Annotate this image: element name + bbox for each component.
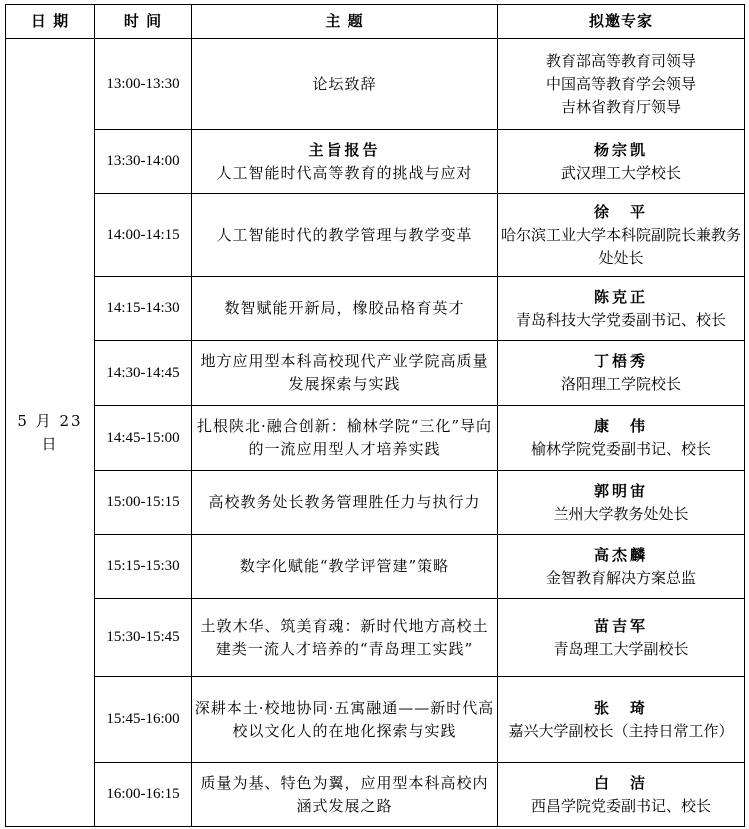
table-row [6, 763, 745, 827]
expert-cell [498, 677, 745, 763]
topic-cell: 数智赋能开新局，橡胶品格育英才 [192, 277, 498, 341]
expert-role: 青岛理工大学副校长 [553, 639, 689, 658]
expert-line: 吉林省教育厅领导 [560, 97, 681, 116]
expert-role: 榆林学院党委副书记、校长 [530, 440, 711, 458]
topic-cell: 质量为基、特色为翼，应用型本科高校内涵式发展之路 [192, 763, 498, 827]
time-cell: 16:00-16:15 [95, 763, 192, 827]
header-date: 日 期 [6, 5, 95, 39]
topic-cell: 深耕本土·校地协同·五寓融通——新时代高校以文化人的在地化探索与实践 [192, 677, 498, 763]
expert-role: 武汉理工大学校长 [560, 163, 681, 182]
expert-cell [498, 599, 745, 677]
expert-name: 丁梧秀 [593, 352, 648, 370]
expert-cell [498, 341, 745, 406]
topic-cell [192, 130, 498, 194]
expert-name: 郭明宙 [593, 481, 648, 500]
time-cell: 14:30-14:45 [95, 341, 192, 406]
topic-cell: 数字化赋能“教学评管建”策略 [192, 535, 498, 599]
topic-cell: 土敦木华、筑美育魂：新时代地方高校土建类一流人才培养的“青岛理工实践” [192, 599, 498, 677]
table-row [6, 341, 745, 406]
topic-label: 主旨报告 [308, 140, 381, 159]
topic-cell: 扎根陕北·融合创新：榆林学院“三化”导向的一流应用型人才培养实践 [192, 406, 498, 471]
expert-name: 白 洁 [593, 773, 648, 792]
time-cell: 14:00-14:15 [95, 194, 192, 277]
date-cell: 5 月 23 日 [6, 39, 95, 827]
header-row [6, 5, 745, 39]
table-row [6, 39, 745, 130]
expert-cell [498, 130, 745, 194]
time-cell: 15:15-15:30 [95, 535, 192, 599]
time-cell: 14:45-15:00 [95, 406, 192, 471]
expert-name: 张 琦 [593, 698, 648, 717]
expert-role: 洛阳理工学院校长 [560, 375, 681, 393]
time-cell: 13:00-13:30 [95, 39, 192, 130]
table-row [6, 277, 745, 341]
expert-role: 西昌学院党委副书记、校长 [530, 796, 711, 815]
expert-name: 杨宗凯 [593, 140, 648, 159]
expert-role: 金智教育解决方案总监 [545, 568, 696, 587]
expert-line: 中国高等教育学会领导 [545, 74, 696, 93]
expert-name: 苗吉军 [593, 616, 648, 635]
table-row [6, 677, 745, 763]
expert-cell [498, 763, 745, 827]
table-row [6, 194, 745, 277]
expert-role: 哈尔滨工业大学本科院副院长兼教务处处长 [500, 225, 741, 267]
expert-cell [498, 277, 745, 341]
table-row [6, 471, 745, 535]
expert-cell [498, 406, 745, 471]
expert-name: 高杰麟 [593, 545, 648, 564]
topic-cell: 高校教务处长教务管理胜任力与执行力 [192, 471, 498, 535]
table-row [6, 406, 745, 471]
expert-role: 嘉兴大学副校长（主持日常工作） [508, 721, 734, 740]
time-cell: 15:45-16:00 [95, 677, 192, 763]
table-row [6, 535, 745, 599]
table-row [6, 130, 745, 194]
schedule-table [5, 4, 745, 827]
table-row [6, 599, 745, 677]
expert-name: 康 伟 [593, 417, 648, 435]
topic-text: 人工智能时代高等教育的挑战与应对 [216, 163, 473, 182]
expert-name: 徐 平 [593, 202, 648, 221]
time-cell: 15:00-15:15 [95, 471, 192, 535]
time-cell: 14:15-14:30 [95, 277, 192, 341]
topic-cell: 地方应用型本科高校现代产业学院高质量发展探索与实践 [192, 341, 498, 406]
header-time: 时 间 [95, 5, 192, 39]
topic-cell: 人工智能时代的教学管理与教学变革 [192, 194, 498, 277]
expert-role: 兰州大学教务处处长 [553, 504, 689, 523]
header-topic: 主 题 [192, 5, 498, 39]
expert-cell [498, 39, 745, 130]
expert-role: 青岛科技大学党委副书记、校长 [515, 310, 726, 329]
expert-line: 教育部高等教育司领导 [545, 51, 696, 70]
time-cell: 15:30-15:45 [95, 599, 192, 677]
header-experts: 拟邀专家 [498, 5, 745, 39]
expert-name: 陈克正 [593, 287, 648, 306]
expert-cell [498, 535, 745, 599]
topic-cell: 论坛致辞 [192, 39, 498, 130]
expert-cell [498, 194, 745, 277]
expert-cell [498, 471, 745, 535]
time-cell: 13:30-14:00 [95, 130, 192, 194]
